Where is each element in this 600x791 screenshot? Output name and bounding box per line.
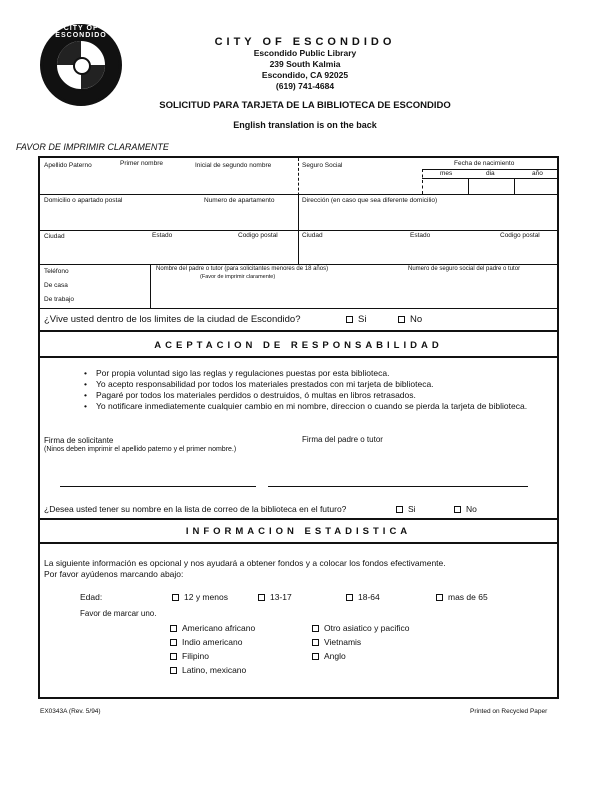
checkbox-icon	[172, 594, 179, 601]
work-phone-input[interactable]	[84, 293, 146, 304]
label-apellido-paterno: Apellido Paterno	[44, 162, 92, 169]
responsibility-item: • Pagaré por todos los materiales perdidos o destruidos, ó multas en libros retrasados.	[84, 390, 554, 401]
city-state-zip: Escondido, CA 92025	[261, 70, 349, 80]
residence-yes-checkbox[interactable]: Si	[346, 314, 366, 325]
label-dia: dia	[486, 170, 495, 177]
label-nombre-padre: Nombre del padre o tutor (para solicitantes menores de 18 años)	[156, 266, 329, 272]
label-favor-imprimir: (Favor de imprimir claramente)	[200, 274, 276, 280]
responsibility-item: • Yo notificare inmediatemente cualquier cambio en mi nombre, direccion o cuando se pierda la tarjeta de biblioteca.	[84, 401, 554, 412]
label-inicial: Inicial de segundo nombre	[195, 162, 272, 169]
name-input[interactable]	[44, 170, 296, 194]
label-codigo-postal: Codigo postal	[238, 232, 278, 239]
dob-day-input[interactable]	[469, 179, 513, 193]
label-numero-apartamento: Numero de apartamento	[204, 197, 275, 204]
mailing-no-checkbox[interactable]: No	[454, 504, 477, 514]
print-clearly-note: FAVOR DE IMPRIMIR CLARAMENTE	[16, 142, 169, 152]
checkbox-icon	[312, 625, 319, 632]
checkbox-icon	[346, 316, 353, 323]
applicant-signature-field[interactable]	[60, 458, 256, 486]
label-codigo-postal-2: Codigo postal	[500, 232, 540, 239]
alt-address-input[interactable]	[302, 206, 556, 228]
residence-question: ¿Vive usted dentro de los limites de la ciudad de Escondido?	[44, 314, 301, 325]
checkbox-icon	[346, 594, 353, 601]
ethnicity-option[interactable]: Americano africano	[170, 623, 255, 633]
phone-number: (619) 741-4684	[275, 81, 335, 91]
checkbox-icon	[170, 639, 177, 646]
form-code: EX0343A (Rev. 5/94)	[40, 708, 101, 715]
responsibility-section-title: ACEPTACION DE RESPONSABILIDAD	[154, 340, 443, 351]
ethnicity-option[interactable]: Latino, mexicano	[170, 665, 246, 675]
label-firma-padre: Firma del padre o tutor	[302, 435, 383, 444]
label-edad: Edad:	[80, 592, 103, 602]
label-firma-note: (Ninos deben imprimir el apellido paterno y el primer nombre.)	[44, 446, 237, 453]
age-option-13-17[interactable]: 13-17	[258, 592, 292, 602]
label-ss-padre: Numero de seguro social del padre o tutor	[408, 266, 521, 272]
age-option-12-under[interactable]: 12 y menos	[172, 592, 228, 602]
checkbox-icon	[396, 506, 403, 513]
ethnicity-option[interactable]: Anglo	[312, 651, 346, 661]
label-direccion-alt: Dirección (en caso que sea diferente domicilio)	[302, 197, 438, 204]
address-input[interactable]	[44, 206, 294, 228]
mailing-list-question: ¿Desea usted tener su nombre en la lista de correo de la biblioteca en el futuro?	[44, 504, 347, 514]
alt-city-state-zip-input[interactable]	[302, 242, 556, 262]
label-estado: Estado	[152, 232, 173, 239]
seal-text: CITY OF ESCONDIDO	[55, 25, 107, 39]
city-seal-logo	[40, 24, 122, 106]
statistics-section-title: INFORMACION ESTADISTICA	[185, 526, 412, 537]
recycled-paper-note: Printed on Recycled Paper	[470, 708, 548, 715]
application-form	[38, 156, 559, 699]
age-option-65-plus[interactable]: mas de 65	[436, 592, 488, 602]
mailing-yes-checkbox[interactable]: Si	[396, 504, 416, 514]
label-mes: mes	[440, 170, 453, 177]
checkbox-icon	[170, 653, 177, 660]
home-phone-input[interactable]	[76, 279, 146, 290]
checkbox-icon	[258, 594, 265, 601]
label-ciudad-2: Ciudad	[302, 232, 323, 239]
ethnicity-option[interactable]: Indio americano	[170, 637, 242, 647]
seal-shield-icon	[55, 39, 107, 91]
label-primer-nombre: Primer nombre	[120, 160, 163, 167]
age-option-18-64[interactable]: 18-64	[346, 592, 380, 602]
label-fecha-nacimiento: Fecha de nacimiento	[454, 160, 515, 167]
label-ethnicity: Favor de marcar uno.	[80, 609, 157, 618]
checkbox-icon	[454, 506, 461, 513]
checkbox-icon	[436, 594, 443, 601]
street-address: 239 South Kalmia	[269, 59, 341, 69]
label-ciudad: Ciudad	[44, 233, 65, 240]
responsibility-list	[84, 368, 554, 412]
city-state-zip-input[interactable]	[44, 242, 294, 262]
ethnicity-option[interactable]: Vietnamis	[312, 637, 361, 647]
responsibility-item: • Por propia voluntad sigo las reglas y regulaciones puestas por esta biblioteca.	[84, 368, 554, 379]
label-firma-solicitante: Firma de solicitante	[44, 436, 114, 445]
statistics-intro-line1: La siguiente información es opcional y nos ayudará a obtener fondos y a colocar los fondos efectivamente.	[44, 558, 446, 568]
checkbox-icon	[398, 316, 405, 323]
letterhead	[140, 36, 470, 92]
label-telefono: Teléfono	[44, 268, 69, 275]
checkbox-icon	[312, 639, 319, 646]
label-estado-2: Estado	[410, 232, 431, 239]
form-title: SOLICITUD PARA TARJETA DE LA BIBLIOTECA DE ESCONDIDO	[159, 100, 451, 111]
label-domicilio: Domicilio o apartado postal	[44, 197, 123, 204]
label-seguro-social: Seguro Social	[302, 162, 343, 169]
ethnicity-option[interactable]: Otro asiatico y pacifico	[312, 623, 410, 633]
city-title: CITY OF ESCONDIDO	[214, 36, 396, 48]
dob-month-input[interactable]	[423, 179, 467, 193]
form-subtitle: English translation is on the back	[233, 120, 377, 130]
checkbox-icon	[170, 667, 177, 674]
library-name: Escondido Public Library	[253, 48, 357, 58]
responsibility-item: • Yo acepto responsabilidad por todos los materiales prestados con mi tarjeta de biblioteca.	[84, 379, 554, 390]
checkbox-icon	[312, 653, 319, 660]
statistics-intro-line2: Por favor ayúdenos marcando abajo:	[44, 569, 184, 579]
guardian-ssn-input[interactable]	[408, 276, 556, 304]
residence-no-checkbox[interactable]: No	[398, 314, 422, 325]
label-de-trabajo: De trabajo	[44, 296, 74, 303]
guardian-signature-field[interactable]	[268, 458, 528, 486]
guardian-name-input[interactable]	[156, 282, 396, 304]
checkbox-icon	[170, 625, 177, 632]
label-ano: año	[532, 170, 543, 177]
ethnicity-option[interactable]: Filipino	[170, 651, 209, 661]
ssn-input[interactable]	[302, 172, 420, 194]
label-de-casa: De casa	[44, 282, 68, 289]
dob-year-input[interactable]	[515, 179, 559, 193]
